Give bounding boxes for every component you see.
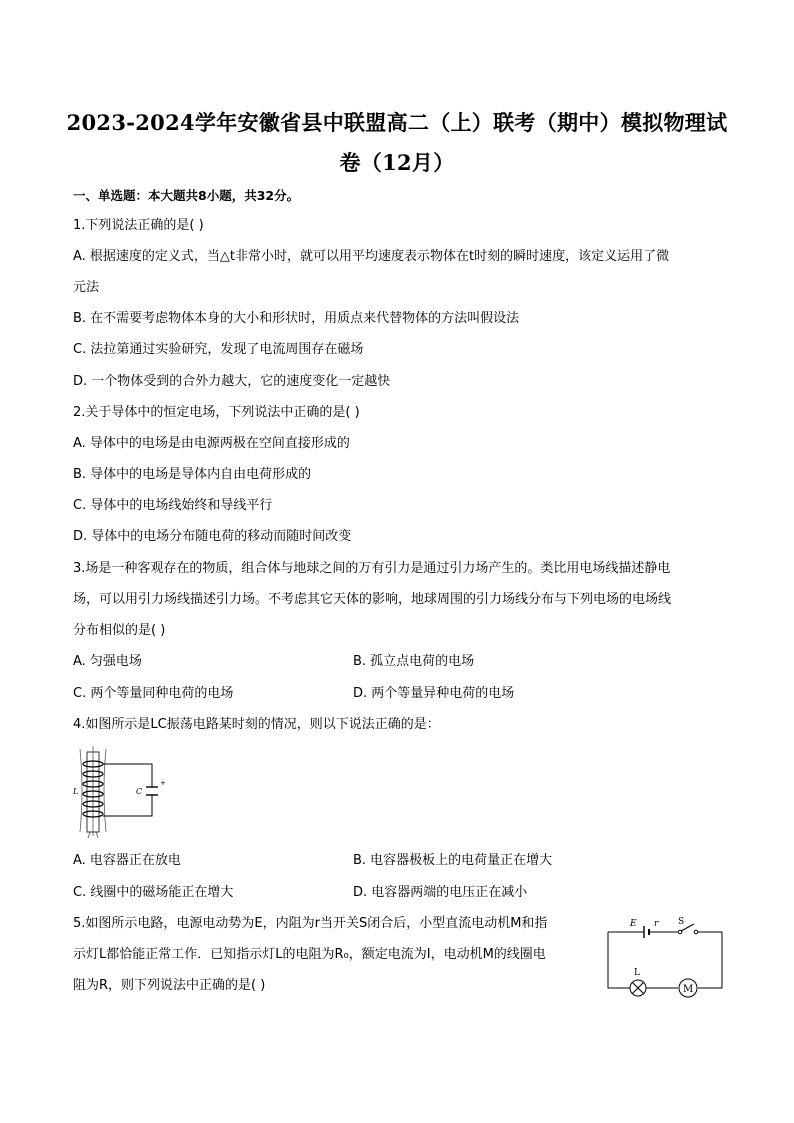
q3-option-c: C. 两个等量同种电荷的电场	[73, 686, 234, 701]
label-r: r	[654, 919, 659, 929]
q2-option-a: A. 导体中的电场是由电源两极在空间直接形成的	[73, 436, 350, 451]
label-M: M	[683, 984, 694, 995]
q2-option-b: B. 导体中的电场是导体内自由电荷形成的	[73, 467, 312, 482]
field-line-right	[104, 749, 106, 832]
q1-stem: 1.下列说法正确的是( )	[73, 218, 204, 233]
q3-stem-line2: 场，可以用引力场线描述引力场。不考虑其它天体的影响，地球周围的引力场线分布与下列电场的电场线	[73, 592, 672, 607]
q5-stem-line3: 阻为R，则下列说法中正确的是( )	[73, 978, 266, 993]
q4-option-a: A. 电容器正在放电	[73, 853, 181, 868]
label-L: L	[73, 787, 79, 796]
q2-stem: 2.关于导体中的恒定电场，下列说法中正确的是( )	[73, 405, 360, 420]
field-line-left	[80, 749, 82, 832]
label-S: S	[678, 917, 685, 927]
q3-stem-line1: 3.场是一种客观存在的物质，组合体与地球之间的万有引力是通过引力场产生的。类比用电场线描述静电	[73, 561, 671, 576]
motor-circuit-figure	[604, 912, 726, 994]
label-C: C	[136, 787, 143, 796]
q5-stem-line2: 示灯L都恰能正常工作．已知指示灯L的电阻为R₀，额定电流为I，电动机M的线圈电	[73, 947, 546, 962]
switch-contact	[694, 930, 698, 934]
exam-title-line2: 卷（12月）	[339, 150, 455, 175]
q3-stem-line3: 分布相似的是( )	[73, 623, 166, 638]
section-heading: 一、单选题：本大题共8小题，共32分。	[73, 188, 300, 203]
q4-option-d: D. 电容器两端的电压正在减小	[353, 885, 528, 900]
lc-circuit-figure	[70, 744, 165, 839]
q3-option-d: D. 两个等量异种电荷的电场	[353, 686, 515, 701]
q2-option-d: D. 导体中的电场分布随电荷的移动而随时间改变	[73, 529, 352, 544]
capacitor-plus-sign: +	[160, 779, 166, 787]
q4-option-c: C. 线圈中的磁场能正在增大	[73, 885, 234, 900]
q3-option-b: B. 孤立点电荷的电场	[353, 654, 475, 669]
q1-option-b: B. 在不需要考虑物体本身的大小和形状时，用质点来代替物体的方法叫假设法	[73, 311, 520, 326]
wire-left	[608, 932, 630, 988]
q2-option-c: C. 导体中的电场线始终和导线平行	[73, 498, 273, 513]
q4-stem: 4.如图所示是LC振荡电路某时刻的情况，则以下说法正确的是：	[73, 717, 440, 732]
q3-option-a: A. 匀强电场	[73, 654, 142, 669]
wire-right	[698, 932, 722, 988]
wire-top	[103, 764, 152, 787]
wire-bottom	[103, 795, 152, 816]
q1-option-a: A. 根据速度的定义式，当△t非常小时，就可以用平均速度表示物体在t时刻的瞬时速度，该定义运用了微	[73, 249, 670, 264]
q4-option-b: B. 电容器极板上的电荷量正在增大	[353, 853, 553, 868]
q1-option-a-cont: 元法	[73, 280, 100, 295]
q5-stem-line1: 5.如图所示电路，电源电动势为E，内阻为r当开关S闭合后，小型直流电动机M和指	[73, 916, 548, 931]
q1-option-d: D. 一个物体受到的合外力越大，它的速度变化一定越快	[73, 374, 391, 389]
q1-option-c: C. 法拉第通过实验研究，发现了电流周围存在磁场	[73, 342, 364, 357]
exam-title-line1: 2023-2024学年安徽省县中联盟高二（上）联考（期中）模拟物理试	[66, 110, 728, 135]
label-L: L	[634, 968, 640, 978]
label-E: E	[630, 919, 637, 929]
